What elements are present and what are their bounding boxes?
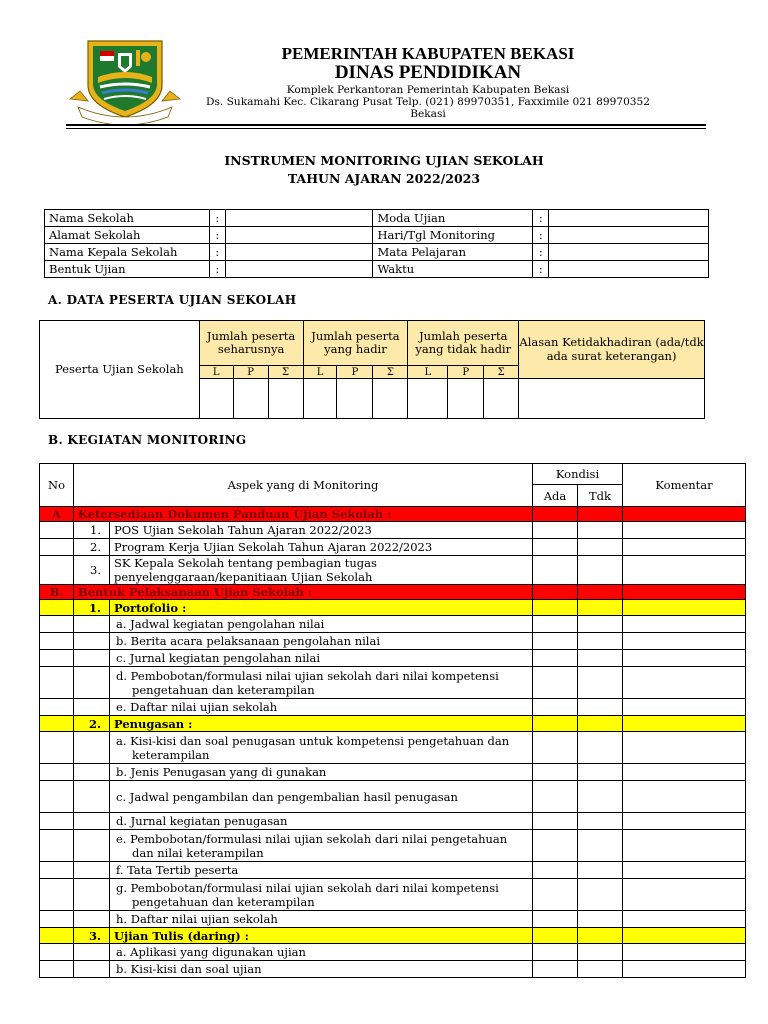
check-cell[interactable] [578, 879, 623, 911]
header-address-1: Komplek Perkantoran Pemerintah Kabupaten Bekasi [286, 84, 570, 96]
item-number: 3. [74, 556, 110, 585]
group-number: 3. [74, 928, 110, 944]
item-text: e. Pembobotan/formulasi nilai ujian sekolah dari nilai pengetahuan dan nilai keterampilan [116, 831, 508, 860]
item-number: 2. [74, 539, 110, 556]
count-cell[interactable] [199, 379, 233, 419]
count-cell[interactable] [484, 379, 519, 419]
info-colon: : [533, 261, 549, 278]
info-label: Moda Ujian [373, 210, 533, 227]
check-cell[interactable] [533, 781, 578, 813]
check-cell[interactable] [578, 830, 623, 862]
item-text: a. Kisi-kisi dan soal penugasan untuk kompetensi pengetahuan dan keterampilan [116, 733, 510, 762]
document-subtitle: TAHUN AJARAN 2022/2023 [287, 171, 481, 186]
header-address-2: Ds. Sukamahi Kec. Cikarang Pusat Telp. (021) 89970351, Faxximile 021 89970352 [205, 96, 651, 108]
check-cell[interactable] [578, 539, 623, 556]
info-row [45, 244, 709, 261]
comment-cell[interactable] [623, 650, 746, 667]
info-value-field[interactable] [549, 261, 709, 278]
sub-l: L [408, 366, 448, 379]
sub-p: P [233, 366, 268, 379]
table-row [40, 732, 746, 764]
section-title: Ketersediaan Dokumen Panduan Ujian Sekolah : [74, 507, 533, 522]
table-row [40, 781, 746, 813]
comment-cell[interactable] [623, 911, 746, 928]
document-title: INSTRUMEN MONITORING UJIAN SEKOLAH [224, 153, 544, 168]
check-cell[interactable] [533, 813, 578, 830]
info-label: Nama Kepala Sekolah [45, 244, 210, 261]
info-colon: : [533, 227, 549, 244]
check-cell[interactable] [533, 961, 578, 978]
group-absent: Jumlah peserta yang tidak hadir [408, 321, 519, 366]
item-text: g. Pembobotan/formulasi nilai ujian sekolah dari nilai kompetensi pengetahuan dan keterampilan [116, 880, 499, 909]
section-letter: A [40, 507, 74, 522]
item-text: POS Ujian Sekolah Tahun Ajaran 2022/2023 [110, 522, 533, 539]
table-row [40, 961, 746, 978]
check-cell[interactable] [533, 699, 578, 716]
check-cell[interactable] [578, 911, 623, 928]
item-text: e. Daftar nilai ujian sekolah [116, 700, 278, 714]
sub-sum: Σ [268, 366, 303, 379]
section-b-row [40, 585, 746, 600]
info-value-field[interactable] [225, 261, 373, 278]
check-cell[interactable] [533, 911, 578, 928]
check-cell[interactable] [533, 522, 578, 539]
info-label: Alamat Sekolah [45, 227, 210, 244]
comment-cell[interactable] [623, 585, 746, 600]
header-komentar: Komentar [623, 464, 746, 507]
group-title: Portofolio : [110, 600, 533, 616]
check-cell[interactable] [578, 813, 623, 830]
section-b-title: B. KEGIATAN MONITORING [48, 433, 247, 447]
comment-cell[interactable] [623, 944, 746, 961]
info-value-field[interactable] [225, 227, 373, 244]
item-text: a. Aplikasi yang digunakan ujian [116, 945, 306, 959]
check-cell[interactable] [533, 633, 578, 650]
info-colon: : [209, 227, 225, 244]
check-cell[interactable] [578, 862, 623, 879]
count-cell[interactable] [373, 379, 408, 419]
sub-l: L [199, 366, 233, 379]
info-row [45, 227, 709, 244]
check-cell[interactable] [533, 862, 578, 879]
check-cell[interactable] [533, 879, 578, 911]
item-text: b. Jenis Penugasan yang di gunakan [116, 765, 327, 779]
group-number: 2. [74, 716, 110, 732]
comment-cell[interactable] [623, 616, 746, 633]
kabupaten-bekasi-logo [66, 37, 184, 125]
group-present: Jumlah peserta yang hadir [303, 321, 408, 366]
table-row [40, 667, 746, 699]
group-row-portofolio [40, 600, 746, 616]
item-number: 1. [74, 522, 110, 539]
table-row [40, 862, 746, 879]
group-expected: Jumlah peserta seharusnya [199, 321, 303, 366]
info-label: Waktu [373, 261, 533, 278]
group-title: Penugasan : [110, 716, 533, 732]
sub-sum: Σ [484, 366, 519, 379]
comment-cell[interactable] [623, 781, 746, 813]
info-colon: : [533, 210, 549, 227]
item-text: a. Jadwal kegiatan pengolahan nilai [116, 617, 325, 631]
table-row [40, 650, 746, 667]
check-cell[interactable] [533, 539, 578, 556]
comment-cell[interactable] [623, 830, 746, 862]
check-cell[interactable] [578, 944, 623, 961]
count-cell[interactable] [233, 379, 268, 419]
header-aspek: Aspek yang di Monitoring [74, 464, 533, 507]
table-row [40, 944, 746, 961]
sub-sum: Σ [373, 366, 408, 379]
count-cell[interactable] [408, 379, 448, 419]
comment-cell[interactable] [623, 522, 746, 539]
info-colon: : [533, 244, 549, 261]
info-value-field[interactable] [225, 244, 373, 261]
comment-cell[interactable] [623, 633, 746, 650]
check-cell[interactable] [533, 732, 578, 764]
info-colon: : [209, 261, 225, 278]
header-kondisi: Kondisi [533, 464, 623, 485]
check-cell[interactable] [533, 507, 578, 522]
check-cell[interactable] [578, 764, 623, 781]
item-text: h. Daftar nilai ujian sekolah [116, 912, 278, 926]
item-text: f. Tata Tertib peserta [116, 863, 239, 877]
check-cell[interactable] [533, 667, 578, 699]
check-cell[interactable] [578, 522, 623, 539]
header-no: No [40, 464, 74, 507]
table-row [40, 911, 746, 928]
item-text: b. Berita acara pelaksanaan pengolahan nilai [116, 634, 381, 648]
header-government: PEMERINTAH KABUPATEN BEKASI [281, 44, 575, 63]
monitoring-header-row [40, 464, 746, 485]
check-cell[interactable] [578, 699, 623, 716]
group-title: Ujian Tulis (daring) : [110, 928, 533, 944]
absence-reason-header: Alasan Ketidakhadiran (ada/tdk ada surat keterangan) [519, 321, 705, 379]
section-a-row [40, 507, 746, 522]
info-row [45, 261, 709, 278]
count-cell[interactable] [337, 379, 373, 419]
check-cell[interactable] [533, 650, 578, 667]
item-text: c. Jadwal pengambilan dan pengembalian hasil penugasan [116, 789, 458, 804]
participant-group-header [40, 321, 705, 366]
item-text: SK Kepala Sekolah tentang pembagian tugas penyelenggaraan/kepanitiaan Ujian Sekolah [110, 556, 533, 585]
section-letter: B. [40, 585, 74, 600]
info-value-field[interactable] [549, 244, 709, 261]
comment-cell[interactable] [623, 764, 746, 781]
check-cell[interactable] [533, 585, 578, 600]
check-cell[interactable] [578, 507, 623, 522]
check-cell[interactable] [533, 944, 578, 961]
table-row [40, 556, 746, 585]
table-row [40, 830, 746, 862]
comment-cell[interactable] [623, 699, 746, 716]
header-address-3: Bekasi [410, 108, 446, 120]
table-row [40, 522, 746, 539]
count-cell[interactable] [268, 379, 303, 419]
check-cell[interactable] [533, 616, 578, 633]
section-title: Bentuk Pelaksanaan Ujian Sekolah : [74, 585, 533, 600]
check-cell[interactable] [533, 764, 578, 781]
item-text: d. Pembobotan/formulasi nilai ujian sekolah dari nilai kompetensi pengetahuan dan keterampilan [116, 668, 499, 697]
comment-cell[interactable] [623, 879, 746, 911]
comment-cell[interactable] [623, 862, 746, 879]
item-text: Program Kerja Ujian Sekolah Tahun Ajaran 2022/2023 [110, 539, 533, 556]
info-label: Hari/Tgl Monitoring [373, 227, 533, 244]
info-colon: : [209, 244, 225, 261]
header-rule-thick [66, 124, 706, 126]
comment-cell[interactable] [623, 961, 746, 978]
comment-cell[interactable] [623, 813, 746, 830]
table-row [40, 539, 746, 556]
participant-table [39, 320, 705, 419]
comment-cell[interactable] [623, 667, 746, 699]
check-cell[interactable] [578, 667, 623, 699]
check-cell[interactable] [578, 732, 623, 764]
group-row-ujian-tulis [40, 928, 746, 944]
check-cell[interactable] [578, 556, 623, 585]
info-value-field[interactable] [549, 227, 709, 244]
header-department: DINAS PENDIDIKAN [334, 62, 522, 83]
header-ada: Ada [533, 485, 578, 507]
info-label: Nama Sekolah [45, 210, 210, 227]
check-cell[interactable] [578, 961, 623, 978]
check-cell[interactable] [578, 633, 623, 650]
table-row [40, 633, 746, 650]
comment-cell[interactable] [623, 732, 746, 764]
check-cell[interactable] [578, 616, 623, 633]
group-number: 1. [74, 600, 110, 616]
check-cell[interactable] [578, 585, 623, 600]
group-row-penugasan [40, 716, 746, 732]
info-value-field[interactable] [549, 210, 709, 227]
info-label: Bentuk Ujian [45, 261, 210, 278]
info-row [45, 210, 709, 227]
check-cell[interactable] [578, 650, 623, 667]
participant-row-label: Peserta Ujian Sekolah [40, 321, 200, 419]
comment-cell[interactable] [623, 556, 746, 585]
comment-cell[interactable] [623, 507, 746, 522]
monitoring-table [39, 463, 746, 978]
table-row [40, 699, 746, 716]
item-text: c. Jurnal kegiatan pengolahan nilai [116, 651, 321, 665]
sub-p: P [448, 366, 484, 379]
count-cell[interactable] [448, 379, 484, 419]
header-rule-thin [66, 128, 706, 129]
info-label: Mata Pelajaran [373, 244, 533, 261]
check-cell[interactable] [533, 556, 578, 585]
check-cell[interactable] [578, 781, 623, 813]
item-text: d. Jurnal kegiatan penugasan [116, 814, 288, 828]
info-value-field[interactable] [225, 210, 373, 227]
school-info-table [44, 209, 709, 278]
count-cell[interactable] [303, 379, 337, 419]
comment-cell[interactable] [623, 539, 746, 556]
table-row [40, 879, 746, 911]
table-row [40, 616, 746, 633]
check-cell[interactable] [533, 830, 578, 862]
reason-cell[interactable] [519, 379, 705, 419]
section-a-title: A. DATA PESERTA UJIAN SEKOLAH [48, 293, 297, 307]
header-tdk: Tdk [578, 485, 623, 507]
sub-p: P [337, 366, 373, 379]
table-row [40, 813, 746, 830]
info-colon: : [209, 210, 225, 227]
item-text: b. Kisi-kisi dan soal ujian [116, 962, 262, 976]
sub-l: L [303, 366, 337, 379]
table-row [40, 764, 746, 781]
